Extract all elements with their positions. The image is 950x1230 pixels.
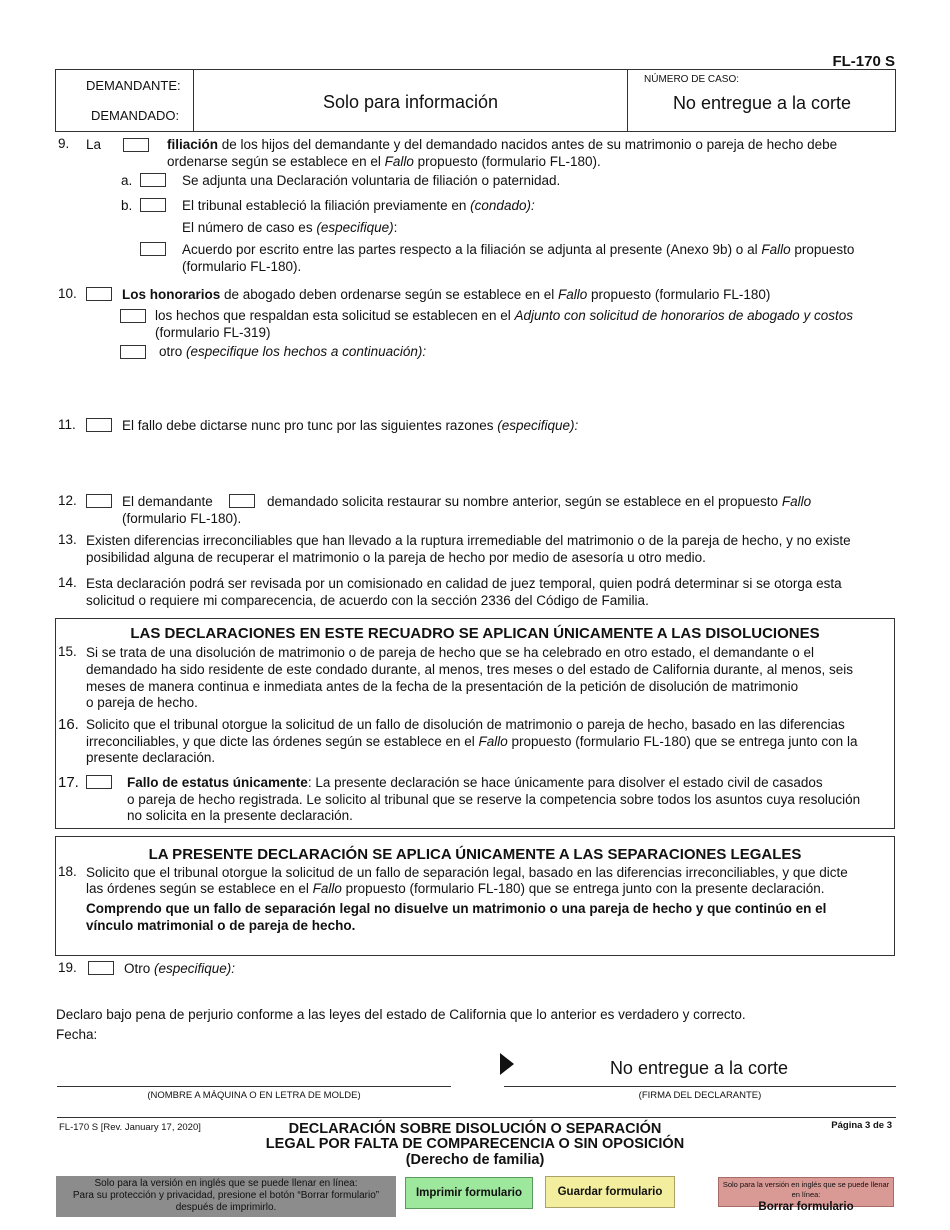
item-10-sub1-italic: Adjunto con solicitud de honorarios de abogado y costos <box>514 308 853 323</box>
item-10-sub1-text <box>155 307 895 341</box>
form-title-line3: (Derecho de familia) <box>405 1152 545 1168</box>
item-12-text <box>267 493 811 510</box>
item-9b-case-colon: : <box>393 220 398 235</box>
item-9b-case-italic: (especifique) <box>316 220 394 235</box>
item-16-line2b: propuesto (formulario FL-180) que se entrega junto con la <box>507 734 858 749</box>
legal-separation-box-title: LA PRESENTE DECLARACIÓN SE APLICA ÚNICAMENTE A LAS SEPARACIONES LEGALES <box>148 846 802 863</box>
item-17-number: 17. <box>58 774 79 791</box>
online-info-panel <box>56 1176 396 1217</box>
signature-line[interactable] <box>504 1086 896 1087</box>
item-10-sub1-line2: (formulario FL-319) <box>155 325 271 340</box>
item-17-line2: o pareja de hecho registrada. Le solicito al tribunal que se reserve la competencia sobre todos los asuntos cuya resolución <box>127 792 861 807</box>
item-10-line1b: propuesto (formulario FL-180) <box>587 287 771 302</box>
item-15-line1: Si se trata de una disolución de matrimonio o de pareja de hecho que se ha celebrado en otro estado, el demandante o el <box>86 645 814 660</box>
item-17-line1-text: : La presente declaración se hace únicamente para disolver el estado civil de casados <box>307 775 823 790</box>
item-9-checkbox[interactable] <box>123 138 149 152</box>
item-12-number: 12. <box>58 493 77 508</box>
item-12-petitioner-label: El demandante <box>122 494 213 509</box>
item-16-fallo: Fallo <box>478 734 508 749</box>
respondent-label: DEMANDADO: <box>91 108 180 123</box>
signature-arrow-icon <box>500 1053 514 1075</box>
item-16-number: 16. <box>58 716 79 733</box>
clear-form-button[interactable] <box>718 1177 894 1213</box>
info-only-text: Solo para información <box>322 92 499 112</box>
item-19-main: Otro <box>124 961 155 976</box>
item-18-line2a: las órdenes según se establece en el <box>86 881 313 896</box>
item-10-checkbox[interactable] <box>86 287 112 301</box>
item-18-line2b: propuesto (formulario FL-180) que se entrega junto con la presente declaración. <box>341 881 825 896</box>
item-9b-case-text: El número de caso es <box>182 220 317 235</box>
item-9b-case <box>182 219 397 236</box>
item-10-sub1-main: los hechos que respaldan esta solicitud se establecen en el <box>155 308 515 323</box>
item-13-number: 13. <box>58 532 77 547</box>
signature-caption: (FIRMA DEL DECLARANTE) <box>638 1090 762 1101</box>
item-9b-text <box>182 197 535 214</box>
clear-form-label: Borrar formulario <box>758 1201 854 1213</box>
item-16-line3: presente declaración. <box>86 750 216 765</box>
item-11-number: 11. <box>58 417 76 432</box>
item-12-main: demandado solicita restaurar su nombre anterior, según se establece en el propuesto <box>267 494 782 509</box>
item-14-line1: Esta declaración podrá ser revisada por un comisionado en calidad de juez temporal, quien podrá determinar si se otorga esta <box>86 576 842 591</box>
item-10-sub2-main: otro <box>159 344 187 359</box>
item-11-checkbox[interactable] <box>86 418 112 432</box>
date-label: Fecha: <box>56 1027 98 1042</box>
revision-date: FL-170 S [Rev. January 17, 2020] <box>59 1122 201 1133</box>
print-form-button[interactable]: Imprimir formulario <box>405 1177 533 1209</box>
perjury-declaration: Declaro bajo pena de perjurio conforme a las leyes del estado de California que lo anterior es verdadero y correcto. <box>56 1007 746 1022</box>
item-18-number: 18. <box>58 864 77 879</box>
item-11-main: El fallo debe dictarse nunc pro tunc por las siguientes razones <box>122 418 498 433</box>
item-10-text <box>122 286 770 303</box>
item-17-line1 <box>127 774 823 791</box>
item-12-respondent-checkbox[interactable] <box>229 494 255 508</box>
online-info-line2: Para su protección y privacidad, presione el botón “Borrar formulario” <box>72 1190 380 1201</box>
item-9b-main: El tribunal estableció la filiación previamente en <box>182 198 471 213</box>
item-9-number: 9. <box>58 136 70 151</box>
item-15-line2: demandado ha sido residente de este condado durante, al menos, tres meses o del estado de California durante, al menos, seis <box>86 662 853 677</box>
item-19-checkbox[interactable] <box>88 961 114 975</box>
name-caption: (NOMBRE A MÁQUINA O EN LETRA DE MOLDE) <box>147 1090 361 1101</box>
item-13-line1: Existen diferencias irreconciliables que han llevado a la ruptura irremediable del matrimonio o de la pareja de hecho, y no existe <box>86 533 851 548</box>
item-9-la: La <box>86 137 102 152</box>
item-10-sub1-checkbox[interactable] <box>120 309 146 323</box>
item-12-petitioner-checkbox[interactable] <box>86 494 112 508</box>
item-18-line1: Solicito que el tribunal otorgue la solicitud de un fallo de separación legal, basado en las diferencias irreconciliables, y que dicte <box>86 865 848 880</box>
item-19-text <box>124 960 235 977</box>
item-15-line4: o pareja de hecho. <box>86 695 198 710</box>
item-10-number: 10. <box>58 286 77 301</box>
item-18-bold2: vínculo matrimonial o de pareja de hecho. <box>86 918 356 933</box>
item-14-number: 14. <box>58 575 77 590</box>
item-16-line2a: irreconciliables, y que dicte las órdenes según se establece en el <box>86 734 479 749</box>
petitioner-label: DEMANDANTE: <box>86 78 181 93</box>
item-10-line1: de abogado deben ordenarse según se establece en el <box>220 287 559 302</box>
item-10-fallo: Fallo <box>558 287 588 302</box>
online-info-line3: después de imprimirlo. <box>175 1202 277 1213</box>
form-id: FL-170 S <box>832 53 895 70</box>
item-17-bold: Fallo de estatus únicamente <box>127 775 308 790</box>
item-12-fallo: Fallo <box>781 494 812 509</box>
save-form-button[interactable]: Guardar formulario <box>545 1176 675 1208</box>
item-9-agreement-text <box>182 241 897 275</box>
item-17-checkbox[interactable] <box>86 775 112 789</box>
item-9-line1: de los hijos del demandante y del demandado nacidos antes de su matrimonio o pareja de hecho debe <box>218 137 838 152</box>
item-9-text <box>167 136 897 170</box>
form-title-line2: LEGAL POR FALTA DE COMPARECENCIA O SIN OPOSICIÓN <box>265 1136 685 1152</box>
case-number-value: No entregue a la corte <box>672 93 852 113</box>
item-18-fallo: Fallo <box>312 881 342 896</box>
item-9b-italic: (condado): <box>470 198 535 213</box>
item-9-fallo: Fallo <box>384 154 414 169</box>
item-13-line2: posibilidad alguna de recuperar el matrimonio o la pareja de hecho por medio de asesoría u otro medio. <box>86 550 706 565</box>
item-12-line2: (formulario FL-180). <box>122 511 242 526</box>
item-9b-label: b. <box>121 198 133 213</box>
item-17-line3: no solicita en la presente declaración. <box>127 808 353 823</box>
item-9a-text: Se adjunta una Declaración voluntaria de filiación o paternidad. <box>182 173 561 188</box>
item-10-sub2-checkbox[interactable] <box>120 345 146 359</box>
item-18-bold1: Comprendo que un fallo de separación legal no disuelve un matrimonio o una pareja de hecho y que continúo en el <box>86 901 827 916</box>
footer-rule <box>57 1117 896 1118</box>
item-9-agreement-line1b: propuesto <box>790 242 855 257</box>
item-11-italic: (especifique): <box>497 418 579 433</box>
item-9a-checkbox[interactable] <box>140 173 166 187</box>
online-info-line1: Solo para la versión en inglés que se puede llenar en línea: <box>94 1178 358 1189</box>
item-9-agreement-checkbox[interactable] <box>140 242 166 256</box>
item-10-sub2-text <box>159 343 426 360</box>
item-9-line2b: propuesto (formulario FL-180). <box>413 154 601 169</box>
item-9a-label: a. <box>121 173 133 188</box>
name-line[interactable] <box>57 1086 451 1087</box>
item-10-sub2-italic: (especifique los hechos a continuación): <box>186 344 427 359</box>
item-9-agreement-line2: (formulario FL-180). <box>182 259 302 274</box>
item-19-italic: (especifique): <box>154 961 236 976</box>
item-9b-checkbox[interactable] <box>140 198 166 212</box>
item-10-bold: Los honorarios <box>122 287 221 302</box>
item-18-line2 <box>86 880 824 897</box>
clear-form-note: Solo para la versión en inglés que se puede llenar en línea: <box>722 1180 890 1199</box>
item-16-line2 <box>86 733 857 750</box>
item-9-line2a: ordenarse según se establece en el <box>167 154 385 169</box>
case-number-label: NÚMERO DE CASO: <box>644 74 740 85</box>
item-9-bold: filiación <box>167 137 219 152</box>
item-14-line2: solicitud o requiere mi comparecencia, de acuerdo con la sección 2336 del Código de Familia. <box>86 593 649 608</box>
signature-value: No entregue a la corte <box>609 1058 789 1078</box>
item-15-number: 15. <box>58 644 77 659</box>
form-title-line1: DECLARACIÓN SOBRE DISOLUCIÓN O SEPARACIÓN <box>288 1121 662 1137</box>
item-19-number: 19. <box>58 960 77 975</box>
item-9-agreement-fallo: Fallo <box>761 242 791 257</box>
dissolution-box-title: LAS DECLARACIONES EN ESTE RECUADRO SE APLICAN ÚNICAMENTE A LAS DISOLUCIONES <box>130 625 820 642</box>
item-11-text <box>122 417 578 434</box>
item-9-agreement-line1: Acuerdo por escrito entre las partes respecto a la filiación se adjunta al presente (Anexo 9b) o al <box>182 242 762 257</box>
item-15-line3: meses de manera continua e inmediata antes de la fecha de la presentación de la petición de disolución de matrimonio <box>86 679 799 694</box>
page-number: Página 3 de 3 <box>831 1120 892 1131</box>
item-16-line1: Solicito que el tribunal otorgue la solicitud de un fallo de disolución de matrimonio o pareja de hecho, basado en las diferencias <box>86 717 845 732</box>
